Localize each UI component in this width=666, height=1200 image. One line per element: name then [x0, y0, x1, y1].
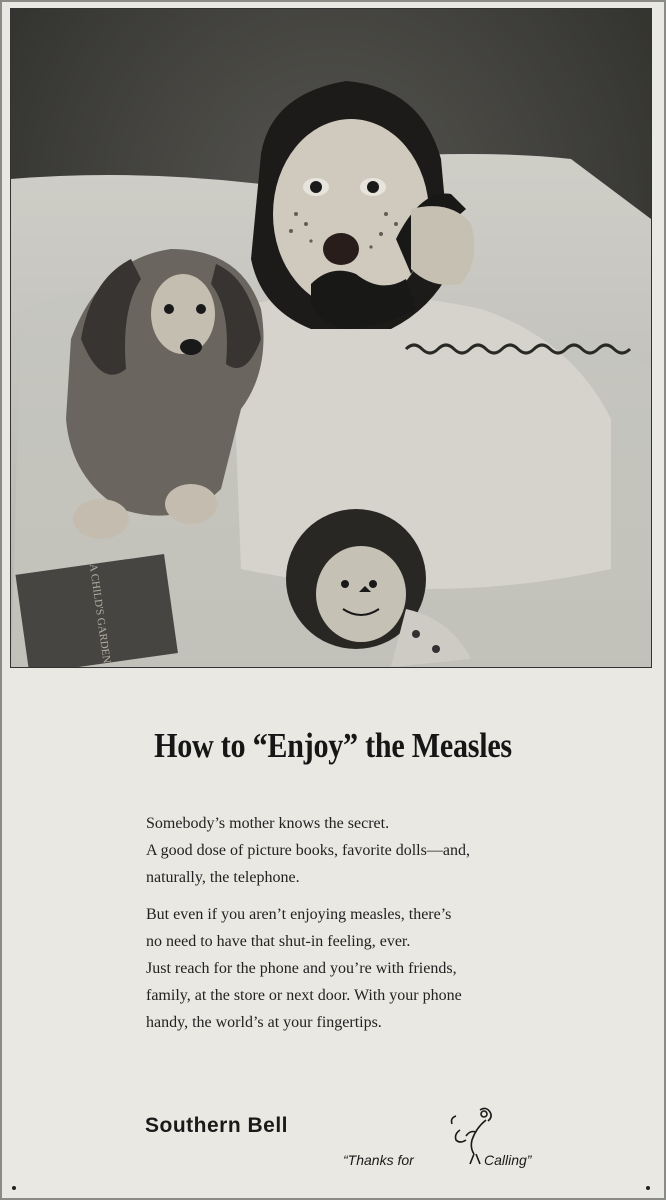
print-dot: [12, 1186, 16, 1190]
tagline-left: “Thanks for: [343, 1152, 414, 1168]
body-line: Somebody’s mother knows the secret.: [146, 815, 390, 832]
book-title: A CHILD'S GARDEN: [86, 562, 113, 665]
brand-name: Southern Bell: [145, 1114, 289, 1137]
headline: How to “Enjoy” the Measles: [154, 726, 512, 765]
ad-photo: [10, 8, 652, 668]
body-paragraph-1: [146, 810, 616, 891]
body-line: family, at the store or next door. With your phone: [146, 987, 462, 1004]
body-line: no need to have that shut-in feeling, ever.: [146, 933, 411, 950]
body-paragraph-2: [146, 901, 616, 1036]
body-line: But even if you aren’t enjoying measles, there’s: [146, 906, 452, 923]
body-line: handy, the world’s at your fingertips.: [146, 1014, 382, 1031]
body-line: naturally, the telephone.: [146, 869, 300, 886]
body-line: A good dose of picture books, favorite dolls—and,: [146, 842, 470, 859]
tagline-right: Calling”: [484, 1152, 532, 1168]
print-dot: [646, 1186, 650, 1190]
ad-body-copy: [146, 810, 616, 1036]
body-line: Just reach for the phone and you’re with friends,: [146, 960, 457, 977]
